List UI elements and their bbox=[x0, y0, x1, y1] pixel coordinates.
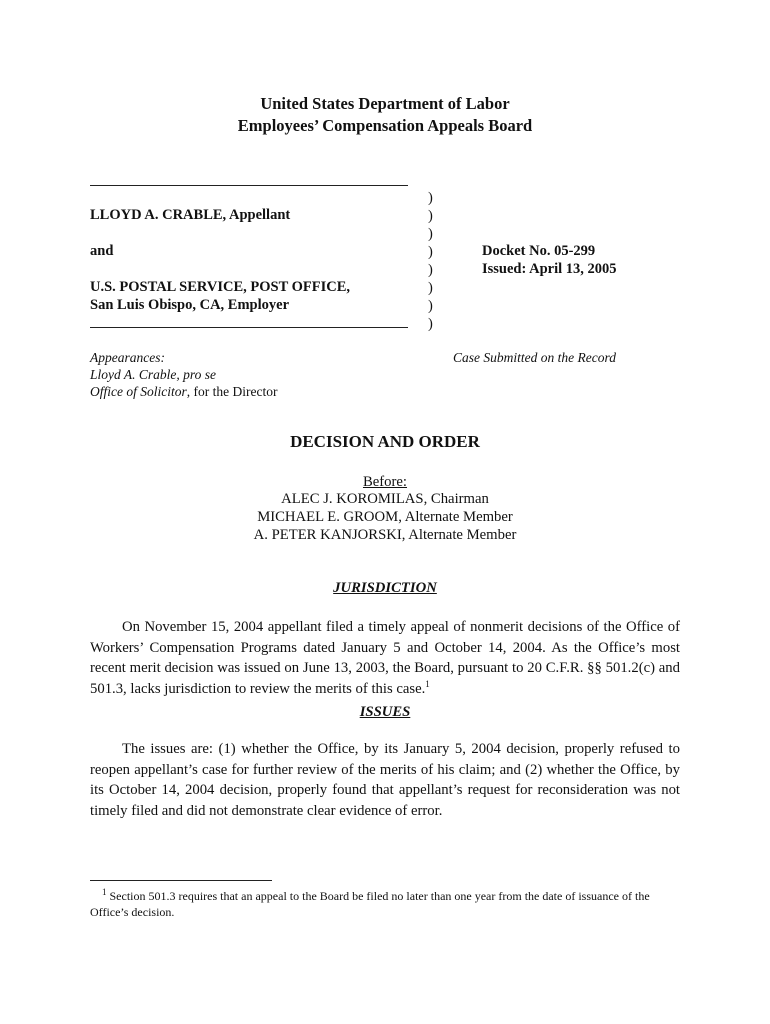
jurisdiction-paragraph bbox=[90, 617, 680, 699]
appellant-name: LLOYD A. CRABLE, Appellant bbox=[90, 207, 291, 223]
jurisdiction-heading: JURISDICTION bbox=[333, 580, 437, 596]
caption-paren: ) bbox=[428, 208, 433, 224]
footnote-text: Section 501.3 requires that an appeal to the Board be filed no later than one year from the date of issuance of the Office’s decision. bbox=[90, 889, 650, 919]
appearance-office-role: , for the Director bbox=[186, 384, 278, 399]
appearance-office: Office of Solicitor bbox=[90, 384, 187, 399]
footnote-rule bbox=[90, 880, 272, 881]
employer-line-1: U.S. POSTAL SERVICE, POST OFFICE, bbox=[90, 279, 351, 295]
appearance-appellant: Lloyd A. Crable, pro se bbox=[90, 367, 217, 382]
caption-paren: ) bbox=[428, 280, 433, 296]
issues-paragraph: The issues are: (1) whether the Office, by its January 5, 2004 decision, properly refused to reopen appellant’s case for further review of the merits of his claim; and (2) whether the Office, by its October 14, 2004 decision, properly found that appellant’s request for reconsideration was not timely filed and did not demonstrate clear evidence of error. bbox=[90, 741, 680, 819]
caption-paren: ) bbox=[428, 226, 433, 242]
board-title: Employees’ Compensation Appeals Board bbox=[237, 116, 533, 135]
docket-number: Docket No. 05-299 bbox=[482, 243, 596, 259]
issued-date: Issued: April 13, 2005 bbox=[482, 261, 617, 277]
agency-title: United States Department of Labor bbox=[260, 94, 510, 113]
footnote-number: 1 bbox=[102, 887, 107, 897]
case-submitted-note: Case Submitted on the Record bbox=[453, 350, 616, 365]
caption-paren: ) bbox=[428, 244, 433, 260]
caption-paren: ) bbox=[428, 190, 433, 206]
issues-heading: ISSUES bbox=[359, 704, 411, 720]
jurisdiction-text: On November 15, 2004 appellant filed a timely appeal of nonmerit decisions of the Office of Workers’ Compensation Programs dated January 5 and October 14, 2004. As the Office’s most recent merit decision was issued on June 13, 2003, the Board, pursuant to 20 C.F.R. §§ 501.2(c) and 501.3, lacks jurisdiction to review the merits of this case. bbox=[90, 619, 680, 697]
board-member-groom: MICHAEL E. GROOM, Alternate Member bbox=[257, 509, 513, 525]
appearance-director bbox=[90, 383, 277, 400]
appearances-label: Appearances: bbox=[90, 350, 165, 365]
employer-line-2: San Luis Obispo, CA, Employer bbox=[90, 297, 290, 313]
caption-paren: ) bbox=[428, 262, 433, 278]
board-member-kanjorski: A. PETER KANJORSKI, Alternate Member bbox=[253, 527, 517, 543]
caption-bottom-rule bbox=[90, 327, 408, 328]
caption-top-rule bbox=[90, 185, 408, 186]
caption-paren: ) bbox=[428, 298, 433, 314]
footnote bbox=[90, 888, 680, 920]
footnote-reference: 1 bbox=[425, 678, 430, 689]
caption-paren: ) bbox=[428, 316, 433, 332]
caption-and: and bbox=[90, 243, 114, 259]
before-label: Before: bbox=[362, 474, 408, 490]
decision-title: DECISION AND ORDER bbox=[290, 432, 480, 451]
board-member-chairman: ALEC J. KOROMILAS, Chairman bbox=[281, 491, 489, 507]
